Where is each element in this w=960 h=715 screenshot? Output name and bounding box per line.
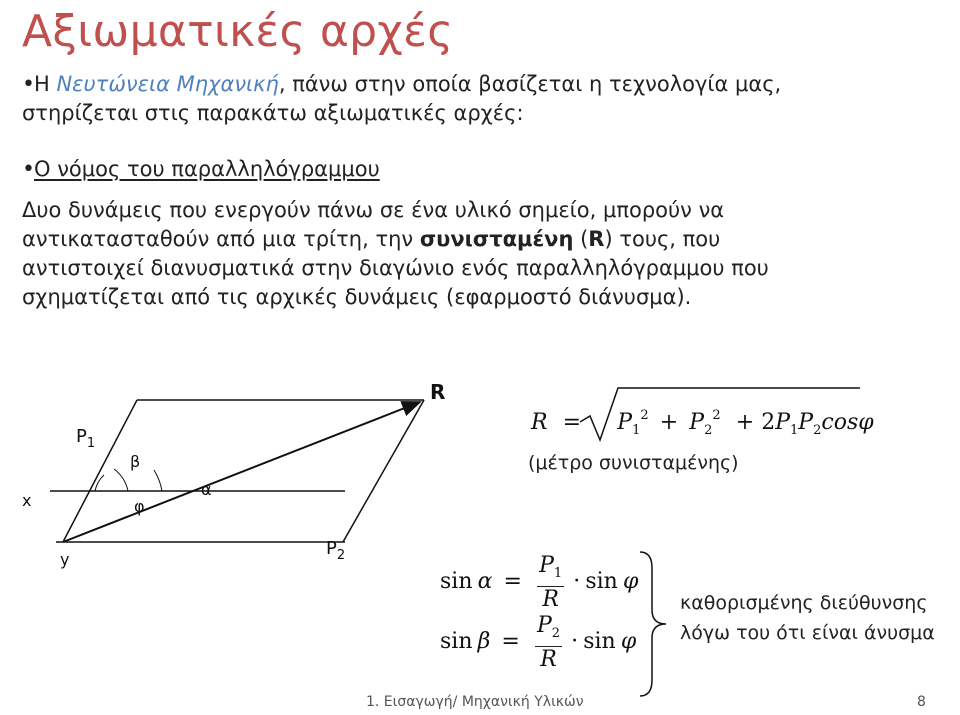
bullet: •: [22, 72, 35, 97]
sine-alpha-formula: sin α = $\frac{P_1}{R}$ · sin φ: [440, 553, 639, 612]
page-title: Αξιωματικές αρχές: [22, 6, 454, 57]
footer-text: 1. Εισαγωγή/ Μηχανική Υλικών: [366, 694, 584, 710]
intro-prefix: Η: [34, 72, 57, 96]
page-number: 8: [917, 694, 926, 710]
bullet: •: [22, 157, 35, 182]
y-label: y: [60, 550, 70, 569]
curly-brace: [636, 548, 676, 700]
intro-line-2: στηρίζεται στις παρακάτω αξιωματικές αρχές:: [22, 101, 524, 125]
magnitude-formula: $R = P_1^2 + P_2^2 + 2P_1P_2\cos\varphi$: [531, 408, 874, 438]
law-heading: Ο νόμος του παραλληλόγραμμου: [34, 157, 380, 181]
magnitude-caption: (μέτρο συνισταμένης): [528, 452, 739, 474]
law-line-2-mid: (: [573, 227, 589, 251]
right-side: [343, 400, 424, 542]
intro-suffix: , πάνω στην οποία βασίζεται η τεχνολογία μας,: [278, 72, 782, 96]
p2-label: $P_2$: [326, 538, 346, 563]
sine-beta-formula: sin β = $\frac{P_2}{R}$ · sin φ: [440, 613, 637, 672]
alpha-label: α: [201, 480, 212, 499]
beta-label: β: [130, 452, 141, 471]
law-line-2-R: R: [588, 227, 605, 251]
law-line-2-bold: συνισταμένη: [419, 227, 574, 251]
phi-arc: [154, 470, 162, 491]
law-line-2-pre: αντικατασταθούν από μια τρίτη, την: [22, 227, 420, 251]
resultant-vector: [63, 402, 420, 542]
intro-highlight: Νευτώνεια Μηχανική: [56, 72, 279, 96]
law-line-4: σχηματίζεται από τις αρχικές δυνάμεις (εφαρμοστό διάνυσμα).: [22, 285, 692, 309]
phi-label: φ: [134, 497, 145, 516]
p1-vector: [63, 400, 137, 542]
p1-label: $P_1$: [76, 426, 96, 451]
law-line-3: αντιστοιχεί διανυσματικά στην διαγώνιο ενός παραλληλόγραμμου που: [22, 256, 769, 280]
law-line-2-post: ) τους, που: [604, 227, 721, 251]
resultant-label: R: [430, 380, 446, 404]
law-line-1: Δυο δυνάμεις που ενεργούν πάνω σε ένα υλικό σημείο, μπορούν να: [22, 198, 725, 222]
direction-line-1: καθορισμένης διεύθυνσης: [680, 592, 928, 614]
direction-line-2: λόγω του ότι είναι άνυσμα: [680, 622, 935, 644]
x-label: x: [22, 491, 32, 510]
beta-arc: [114, 469, 128, 491]
